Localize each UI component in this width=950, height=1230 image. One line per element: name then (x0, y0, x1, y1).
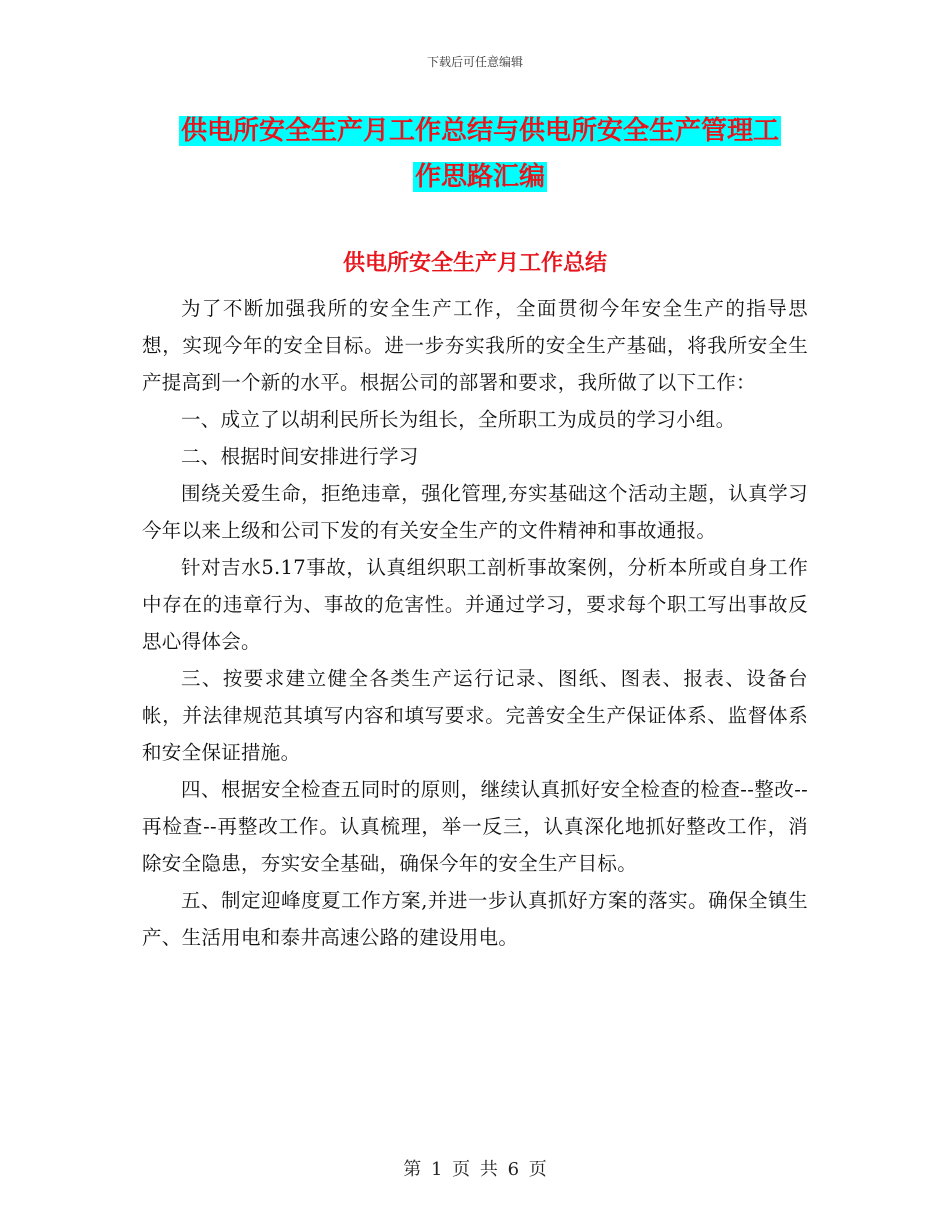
page-footer: 第 1 页 共 6 页 (403, 1159, 547, 1180)
paragraph: 为了不断加强我所的安全生产工作，全面贯彻今年安全生产的指导思想，实现今年的安全目标。进一步夯实我所的安全生产基础，将我所安全生产提高到一个新的水平。根据公司的部署和要求，我所做了以下工作： (142, 297, 808, 394)
title-line-1: 供电所安全生产月工作总结与供电所安全生产管理工 (180, 116, 779, 146)
paragraph: 三、按要求建立健全各类生产运行记录、图纸、图表、报表、设备台帐，并法律规范其填写内容和填写要求。完善安全生产保证体系、监督体系和安全保证措施。 (142, 667, 808, 764)
paragraph: 五、制定迎峰度夏工作方案,并进一步认真抓好方案的落实。确保全镇生产、生活用电和泰井高速公路的建设用电。 (142, 889, 808, 949)
paragraph: 二、根据时间安排进行学习 (181, 445, 419, 468)
paragraph: 一、成立了以胡利民所长为组长，全所职工为成员的学习小组。 (181, 408, 736, 431)
paragraph: 四、根据安全检查五同时的原则，继续认真抓好安全检查的检查--整改--再检查--再整改工作。认真梳理，举一反三，认真深化地抓好整改工作，消除安全隐患，夯实安全基础，确保今年的安全生产目标。 (142, 778, 808, 875)
header-note: 下载后可任意编辑 (426, 55, 523, 69)
paragraph: 针对吉水5.17事故，认真组织职工剖析事故案例，分析本所或自身工作中存在的违章行为、事故的危害性。并通过学习，要求每个职工写出事故反思心得体会。 (142, 556, 808, 653)
paragraph: 围绕关爱生命，拒绝违章，强化管理,夯实基础这个活动主题，认真学习今年以来上级和公司下发的有关安全生产的文件精神和事故通报。 (142, 482, 808, 542)
document-body (142, 290, 808, 956)
document-title (140, 108, 820, 200)
title-line-2: 作思路汇编 (414, 162, 545, 192)
section-title: 供电所安全生产月工作总结 (342, 251, 607, 276)
